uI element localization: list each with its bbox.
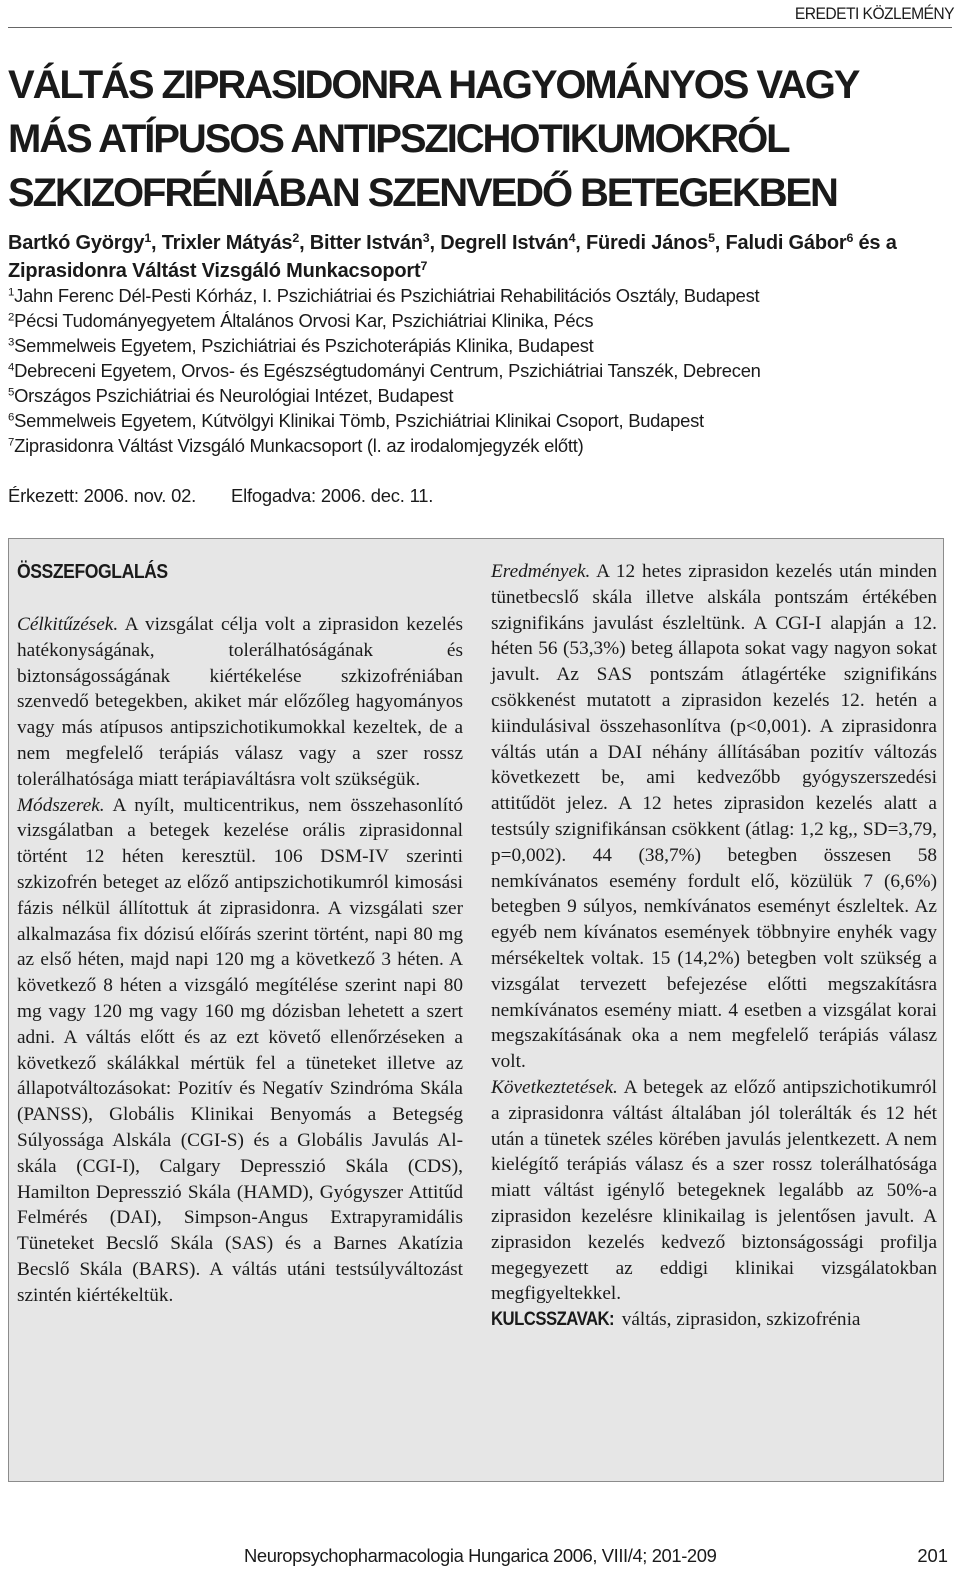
abstract-right-column — [491, 559, 937, 1333]
abstract-box — [8, 538, 944, 1482]
keywords-text: váltás, ziprasidon, szkizofrénia — [616, 1309, 861, 1331]
author-separator: , — [575, 232, 586, 254]
methods-text: A nyílt, multicentrikus, nem összehasonlító vizsgálatban a betegek kezelése orális ziprasidonnal történt 12 héten keresztül. 106 DSM-IV szerinti szkizofrén beteget az előző antipszichotikumról kimosási fázis nélkül állítottuk át ziprasidonra. A vizsgálati szer alkalmazása fix dózisú előírás szerint történt, napi 80 mg az első héten, majd napi 120 mg a következő 3 héten. A következő 8 héten a vizsgáló megítélése szerint napi 80 mg vagy 120 mg vagy 160 mg dózisban lehetett a szert adni. A váltás előtt és az ezt követő ellenőrzéseken a következő skálákkal mértük fel a tüneteket illetve az állapotváltozásokat: Pozitív és Negatív Szindróma Skála (PANSS), Globális Klinikai Benyomás a Betegség Súlyossága Alskála (CGI-S) és a Globális Javulás Alskála (CGI-I), Calgary Depresszió Skála (CDS), Hamilton Depresszió Skála (HAMD), Gyógyszer Attitűd Felmérés (DAI), Simpson-Angus Extrapyramidális Tüneteket Becslő Skála (SAS) és a Barnes Akatízia Becslő Skála (BARS). A váltás utáni testsúlyváltozást szintén kiértékeltük. — [17, 794, 463, 1306]
affiliation-item — [8, 383, 952, 408]
aims-text: A vizsgálat célja volt a ziprasidon kezelés hatékonyságának, tolerálhatóságának és biztonságosságának kiértékelése szkizofréniában szenvedő betegekben, akiket már előzőleg hagyományos vagy más atípusos antipszichotikumokkal kezeltek, de a nem megfelelő terápiás válasz vagy a szer rossz tolerálhatósága miatt terápiaváltásra volt szükségük. — [17, 614, 463, 790]
author-affiliation-number: 6 — [846, 231, 854, 246]
received-date: Érkezett: 2006. nov. 02. — [8, 485, 197, 506]
aims-label: Célkitűzések. — [17, 614, 119, 635]
section-label: EREDETI KÖZLEMÉNY — [794, 4, 954, 23]
affiliation-text: Ziprasidonra Váltást Vizsgáló Munkacsoport (l. az irodalomjegyzék előtt) — [14, 435, 584, 456]
affiliation-item — [8, 283, 952, 308]
author-separator: , — [299, 232, 310, 254]
affiliation-number: 2 — [8, 311, 15, 324]
affiliation-item — [8, 433, 952, 458]
affiliation-number: 3 — [8, 336, 15, 349]
conclusions-text: A betegek az előző antipszichotikumról a ziprasidonra váltást általában jól tolerálták és 12 hét után a tünetek széles körében javulás jelentkezett. A nem kielégítő terápiás válasz és a szer rossz tolerálhatósága miatt váltást igénylő betegeknek legalább az 50%-a ziprasidon kezelésre klinikailag is jelentősen javult. A ziprasidon kezelés kedvező biztonságossági profilja megegyezett az eddigi klinikai vizsgálatokban megfigyeltekkel. — [491, 1076, 937, 1305]
page-number: 201 — [917, 1545, 948, 1566]
author-affiliation-number: 4 — [568, 231, 576, 246]
author-name: Degrell István — [440, 232, 569, 254]
author-name: Füredi János — [586, 232, 709, 254]
affiliation-text: Semmelweis Egyetem, Pszichiátriai és Pszichoterápiás Klinika, Budapest — [14, 335, 594, 356]
affiliation-item — [8, 308, 952, 333]
author-separator: , — [151, 232, 162, 254]
abstract-methods — [17, 793, 463, 1309]
author-name: Faludi Gábor — [725, 232, 847, 254]
affiliation-text: Országos Pszichiátriai és Neurológiai Intézet, Budapest — [14, 385, 454, 406]
results-text: A 12 hetes ziprasidon kezelés után minden tünetbecslő skála illetve alskála pontszám értékében szignifikáns javulást észleltünk. A CGI-I alapján a 12. héten 56 (53,3%) beteg állapota sokat vagy nagyon sokat javult. Az SAS pontszám átlagértéke szignifikáns csökkenést mutatott a ziprasidon kezelés 12. hetén a kiindulásival összehasonlítva (p<0,001). A ziprasidonra váltás után a DAI néhány állításában pozitív változás következett be, ami kedvezőbb gyógyszerszedési attitűdöt jelez. A 12 hetes ziprasidon kezelés alatt a testsúly szignifikánsan csökkent (átlag: 1,2 kg,, SD=3,79, p=0,002). 44 (38,7%) betegben összesen 58 nemkívánatos esemény fordult elő, közülük 7 (6,6%) betegben 9 súlyos, nemkívánatos eseményt észleltek. Az egyéb nem kívánatos események többnyire enyhék vagy mérsékeltek voltak. 15 (14,2%) betegben volt szükség a vizsgálat tervezett befejezése előtti megszakításra nemkívánatos esemény miatt. 4 esetben a vizsgálat korai megszakításának oka a nem megfelelő terápiás válasz volt. — [491, 561, 937, 1073]
title-line: MÁS ATÍPUSOS ANTIPSZICHOTIKUMOKRÓL — [8, 117, 789, 161]
author-list — [8, 229, 952, 285]
affiliation-text: Jahn Ferenc Dél-Pesti Kórház, I. Pszichiátriai és Pszichiátriai Rehabilitációs Osztály, Budapest — [14, 285, 760, 306]
abstract-left-column — [17, 612, 463, 1309]
author-separator: , — [429, 232, 441, 254]
affiliation-item — [8, 358, 952, 383]
author-affiliation-number: 2 — [292, 231, 300, 246]
title-line: SZKIZOFRÉNIÁBAN SZENVEDŐ BETEGEKBEN — [8, 171, 837, 215]
author-affiliation-number: 5 — [708, 231, 715, 246]
author-separator: és a — [853, 232, 897, 254]
title-line: VÁLTÁS ZIPRASIDONRA HAGYOMÁNYOS VAGY — [8, 63, 859, 107]
abstract-conclusions — [491, 1075, 937, 1307]
affiliation-number: 5 — [8, 386, 15, 399]
submission-dates — [8, 484, 433, 508]
keywords-label: KULCSSZAVAK: — [491, 1309, 615, 1331]
affiliation-text: Debreceni Egyetem, Orvos- és Egészségtudományi Centrum, Pszichiátriai Tanszék, Debrecen — [14, 360, 761, 381]
methods-label: Módszerek. — [17, 794, 105, 816]
accepted-date: Elfogadva: 2006. dec. 11. — [231, 485, 434, 506]
abstract-results — [491, 559, 937, 1075]
results-label: Eredmények. — [491, 561, 591, 582]
affiliation-text: Semmelweis Egyetem, Kútvölgyi Klinikai Tömb, Pszichiátriai Klinikai Csoport, Budapest — [14, 410, 704, 431]
author-affiliation-number: 1 — [144, 231, 152, 246]
author-name: Ziprasidonra Váltást Vizsgáló Munkacsoport — [8, 260, 421, 282]
abstract-keywords — [491, 1307, 937, 1333]
author-name: Trixler Mátyás — [161, 232, 293, 254]
journal-citation: Neuropsychopharmacologia Hungarica 2006, VIII/4; 201-209 — [244, 1545, 717, 1566]
affiliation-item — [8, 333, 952, 358]
author-name: Bitter István — [309, 232, 423, 254]
author-separator: , — [714, 232, 726, 254]
conclusions-label: Következtetések. — [491, 1076, 618, 1098]
affiliation-item — [8, 408, 952, 433]
affiliation-number: 4 — [8, 361, 15, 374]
affiliation-number: 1 — [8, 286, 15, 299]
article-title — [8, 58, 952, 220]
affiliation-number: 7 — [8, 436, 15, 449]
author-affiliation-number: 7 — [420, 259, 428, 274]
author-affiliation-number: 3 — [422, 231, 430, 246]
author-name: Bartkó György — [8, 232, 145, 254]
affiliation-list — [8, 283, 952, 458]
header-divider — [8, 27, 952, 28]
affiliation-text: Pécsi Tudományegyetem Általános Orvosi Kar, Pszichiátriai Klinika, Pécs — [14, 310, 594, 331]
abstract-aims — [17, 612, 463, 793]
abstract-heading: ÖSSZEFOGLALÁS — [17, 561, 168, 583]
affiliation-number: 6 — [8, 411, 15, 424]
